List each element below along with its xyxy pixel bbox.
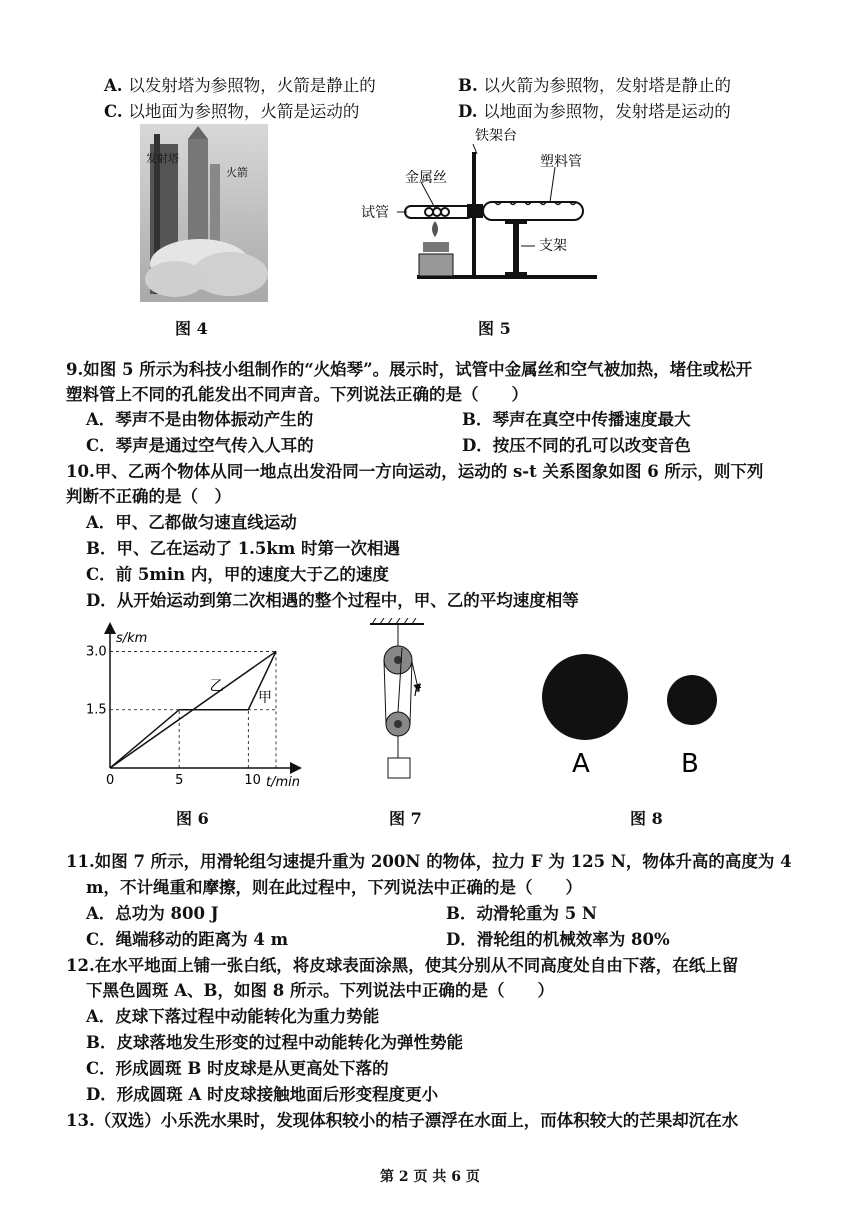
q10-option-a: A．甲、乙都做匀速直线运动	[86, 513, 297, 532]
q11-stem-line2: m，不计绳重和摩擦，则在此过程中，下列说法中正确的是（ ）	[86, 878, 582, 897]
q11-option-b: B．动滑轮重为 5 N	[446, 904, 597, 923]
figure-8-caption: 图 8	[630, 809, 663, 828]
q12-stem-line2: 下黑色圆斑 A、B，如图 8 所示。下列说法中正确的是（ ）	[86, 981, 554, 1000]
q10-option-c: C．前 5min 内，甲的速度大于乙的速度	[86, 565, 389, 584]
q9-option-a: A．琴声不是由物体振动产生的	[86, 410, 314, 429]
q9-option-d: D．按压不同的孔可以改变音色	[462, 436, 691, 455]
x-axis-label: t/min	[266, 775, 300, 790]
x-tick-label: 10	[244, 773, 261, 788]
x-tick-label: 0	[106, 773, 115, 788]
q8-option-c: C. 以地面为参照物，火箭是运动的	[104, 102, 360, 121]
q12-option-c: C．形成圆斑 B 时皮球是从更高处下落的	[86, 1059, 389, 1078]
q12-stem-line1: 12.在水平地面上铺一张白纸，将皮球表面涂黑，使其分别从不同高度处自由下落，在纸上留	[66, 956, 739, 975]
q9-option-b: B．琴声在真空中传播速度最大	[462, 410, 691, 429]
q12-option-d: D．形成圆斑 A 时皮球接触地面后形变程度更小	[86, 1085, 439, 1104]
q8-option-b: B. 以火箭为参照物，发射塔是静止的	[458, 76, 731, 95]
figure-7-pulley	[362, 618, 442, 788]
x-tick-label: 5	[175, 773, 184, 788]
q13-stem-line1: 13.（双选）小乐洗水果时，发现体积较小的桔子漂浮在水面上，而体积较大的芒果却沉在水	[66, 1111, 739, 1130]
series-label-2: 甲	[258, 689, 273, 706]
label-testtube: 试管	[361, 205, 389, 221]
figure-4-caption: 图 4	[175, 319, 208, 338]
label-tube: 塑料管	[540, 154, 582, 170]
q8-option-a: A. 以发射塔为参照物，火箭是静止的	[104, 76, 376, 95]
q11-stem-line1: 11.如图 7 所示，用滑轮组匀速提升重为 200N 的物体，拉力 F 为 125 N，物体升高的高度为 4	[66, 852, 792, 871]
q11-option-a: A．总功为 800 J	[86, 904, 219, 923]
page-footer: 第 2 页 共 6 页	[380, 1169, 480, 1185]
q9-option-c: C．琴声是通过空气传入人耳的	[86, 436, 314, 455]
label-wire: 金属丝	[405, 170, 447, 186]
label-stand: 铁架台	[475, 128, 517, 144]
series-label-1: 乙	[209, 678, 224, 695]
q12-option-b: B．皮球落地发生形变的过程中动能转化为弹性势能	[86, 1033, 463, 1052]
label-force: F	[414, 685, 421, 699]
figure-4-rocket-photo	[140, 124, 268, 302]
q10-stem-line2: 判断不正确的是（ ）	[66, 487, 231, 506]
q12-option-a: A．皮球下落过程中动能转化为重力势能	[86, 1007, 380, 1026]
label-spot-b: B	[681, 749, 699, 779]
figure-5-apparatus	[355, 122, 605, 290]
q10-stem-line1: 10.甲、乙两个物体从同一地点出发沿同一方向运动，运动的 s-t 关系图象如图 6 所示，则下列	[66, 462, 764, 481]
q11-option-d: D．滑轮组的机械效率为 80%	[446, 930, 670, 949]
figure-7-caption: 图 7	[389, 809, 422, 828]
spot-a	[542, 654, 628, 740]
q10-option-d: D．从开始运动到第二次相遇的整个过程中，甲、乙的平均速度相等	[86, 591, 579, 610]
spot-b	[667, 675, 717, 725]
label-support: 支架	[539, 238, 567, 254]
figure-5-caption: 图 5	[478, 319, 511, 338]
q11-option-c: C．绳端移动的距离为 4 m	[86, 930, 289, 949]
label-spot-a: A	[572, 749, 590, 779]
q9-stem-line2: 塑料管上不同的孔能发出不同声音。下列说法正确的是（ ）	[66, 385, 528, 404]
y-tick-label: 3.0	[86, 644, 107, 660]
label-tower: 发射塔	[146, 152, 179, 165]
y-axis-label: s/km	[116, 631, 148, 646]
q9-stem-line1: 9.如图 5 所示为科技小组制作的“火焰琴”。展示时，试管中金属丝和空气被加热，堵住或松开	[66, 360, 753, 379]
figure-6-caption: 图 6	[176, 809, 209, 828]
label-rocket: 火箭	[226, 166, 248, 179]
q10-option-b: B．甲、乙在运动了 1.5km 时第一次相遇	[86, 539, 401, 558]
y-tick-label: 1.5	[86, 702, 107, 718]
figure-6-st-chart	[84, 618, 314, 798]
q8-option-d: D. 以地面为参照物，发射塔是运动的	[458, 102, 731, 121]
figure-8-spots	[540, 650, 740, 780]
